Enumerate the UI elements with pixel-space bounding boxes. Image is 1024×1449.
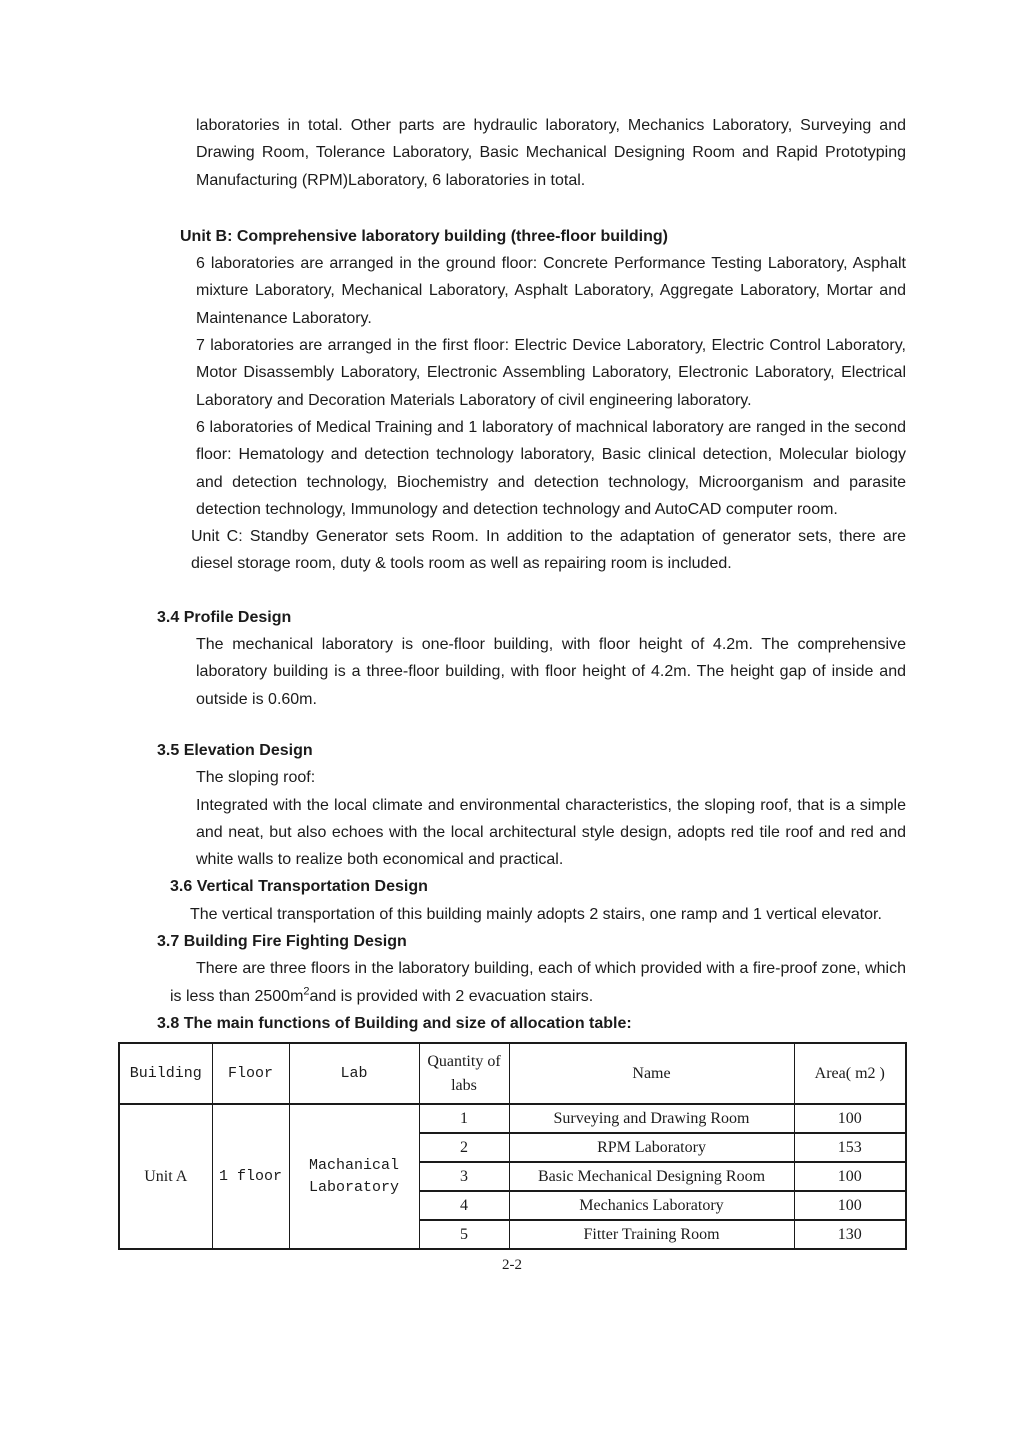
cell-name: Surveying and Drawing Room bbox=[509, 1104, 794, 1133]
column-header-floor: Floor bbox=[212, 1043, 289, 1104]
cell-quantity: 5 bbox=[419, 1220, 509, 1249]
unit-c-paragraph: Unit C: Standby Generator sets Room. In addition to the adaptation of generator sets, there are diesel storage room, duty & tools room as well as repairing room is included. bbox=[191, 528, 906, 573]
section-3-7-paragraph bbox=[170, 955, 906, 1010]
column-header-name: Name bbox=[509, 1043, 794, 1104]
section-3-4-paragraph: The mechanical laboratory is one-floor building, with floor height of 4.2m. The comprehensive laboratory building is a three-floor building, with floor height of 4.2m. The height gap of inside and outside is 0.60m. bbox=[196, 636, 906, 708]
allocation-table bbox=[118, 1042, 907, 1250]
cell-area: 100 bbox=[794, 1104, 906, 1133]
section-3-6-heading: 3.6 Vertical Transportation Design bbox=[170, 878, 428, 896]
section-3-5-paragraph: Integrated with the local climate and environmental characteristics, the sloping roof, that is a simple and neat, but also echoes with the local architectural style design, adopts red tile roof and red and white walls to realize both economical and practical. bbox=[196, 796, 906, 869]
intro-paragraph: laboratories in total. Other parts are hydraulic laboratory, Mechanics Laboratory, Surveying and Drawing Room, Tolerance Laboratory, Basic Mechanical Designing Room and Rapid Prototyping Manufacturing (RPM)Laboratory, 6 laboratories in total. bbox=[196, 117, 906, 189]
column-header-building: Building bbox=[119, 1043, 212, 1104]
section-3-6-paragraph: The vertical transportation of this building mainly adopts 2 stairs, one ramp and 1 vertical elevator. bbox=[190, 905, 882, 923]
document-content bbox=[118, 112, 906, 1274]
cell-name: RPM Laboratory bbox=[509, 1133, 794, 1162]
cell-name: Fitter Training Room bbox=[509, 1220, 794, 1249]
cell-area: 100 bbox=[794, 1162, 906, 1191]
unit-b-heading: Unit B: Comprehensive laboratory building (three-floor building) bbox=[180, 227, 668, 245]
cell-area: 130 bbox=[794, 1220, 906, 1249]
unit-b-paragraph-2: 7 laboratories are arranged in the first floor: Electric Device Laboratory, Electric Control Laboratory, Motor Disassembly Laboratory, Electronic Assembling Laboratory, Electronic Laboratory, Electrical Laboratory and Decoration Materials Laboratory of civil engineering laboratory. bbox=[196, 337, 906, 409]
section-3-7-text-before-sup: There are three floors in the laboratory building, each of which provided with a fire-proof zone, which is less than 2500m bbox=[170, 960, 906, 1005]
section-3-5-heading: 3.5 Elevation Design bbox=[157, 741, 313, 759]
cell-quantity: 3 bbox=[419, 1162, 509, 1191]
cell-floor: 1 floor bbox=[212, 1104, 289, 1249]
cell-building-unit-a: Unit A bbox=[119, 1104, 212, 1249]
cell-quantity: 1 bbox=[419, 1104, 509, 1133]
page-number: 2-2 bbox=[502, 1257, 522, 1274]
cell-area: 100 bbox=[794, 1191, 906, 1220]
unit-b-paragraph-1: 6 laboratories are arranged in the ground floor: Concrete Performance Testing Laboratory, Asphalt mixture Laboratory, Mechanical Laboratory, Asphalt Laboratory, Aggregate Laboratory, Mortar and Maintenance Laboratory. bbox=[196, 255, 906, 327]
section-3-8-heading: 3.8 The main functions of Building and size of allocation table: bbox=[157, 1014, 632, 1032]
section-3-4-heading: 3.4 Profile Design bbox=[157, 608, 292, 626]
section-3-7-heading: 3.7 Building Fire Fighting Design bbox=[157, 933, 407, 951]
column-header-quantity: Quantity of labs bbox=[419, 1043, 509, 1104]
cell-quantity: 4 bbox=[419, 1191, 509, 1220]
column-header-area: Area( m2 ) bbox=[794, 1043, 906, 1104]
unit-b-paragraph-3: 6 laboratories of Medical Training and 1 laboratory of machnical laboratory are ranged in the second floor: Hematology and detection technology laboratory, Basic clinical detection, Molecular biology and detection technology, Biochemistry and detection technology, Microorganism and parasite detection technology, Immunology and detection technology and AutoCAD computer room. bbox=[196, 418, 906, 518]
square-meter-superscript: 2 bbox=[303, 985, 310, 998]
cell-area: 153 bbox=[794, 1133, 906, 1162]
table-row bbox=[119, 1104, 906, 1133]
column-header-lab: Lab bbox=[289, 1043, 419, 1104]
section-3-5-line: The sloping roof: bbox=[196, 769, 316, 787]
cell-lab: Machanical Laboratory bbox=[289, 1104, 419, 1249]
allocation-table-header bbox=[119, 1043, 906, 1104]
section-3-7-text-after-sup: and is provided with 2 evacuation stairs. bbox=[309, 987, 594, 1005]
cell-name: Basic Mechanical Designing Room bbox=[509, 1162, 794, 1191]
cell-name: Mechanics Laboratory bbox=[509, 1191, 794, 1220]
cell-quantity: 2 bbox=[419, 1133, 509, 1162]
